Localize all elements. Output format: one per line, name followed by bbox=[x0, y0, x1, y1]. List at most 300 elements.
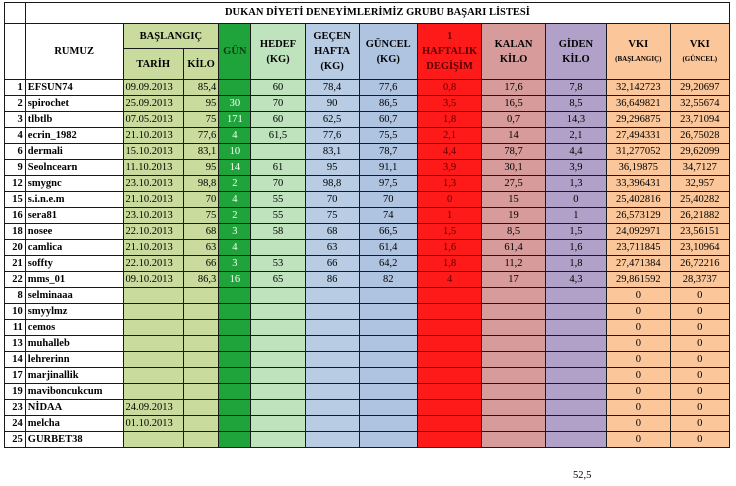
giden-kilo-cell[interactable]: 14,3 bbox=[545, 112, 606, 128]
vki-guncel-cell[interactable]: 25,40282 bbox=[670, 192, 729, 208]
tarih-cell[interactable]: 21.10.2013 bbox=[123, 240, 183, 256]
giden-kilo-cell[interactable]: 1,6 bbox=[545, 240, 606, 256]
rumuz-cell[interactable]: soffty bbox=[25, 256, 123, 272]
kalan-kilo-cell[interactable] bbox=[482, 416, 545, 432]
hedef-cell[interactable]: 60 bbox=[251, 80, 305, 96]
gecen-hafta-cell[interactable]: 86 bbox=[305, 272, 359, 288]
rumuz-cell[interactable]: selminaaa bbox=[25, 288, 123, 304]
gun-cell[interactable]: 14 bbox=[219, 160, 251, 176]
guncel-cell[interactable]: 60,7 bbox=[359, 112, 417, 128]
hedef-cell[interactable]: 70 bbox=[251, 176, 305, 192]
vki-baslangic-cell[interactable]: 25,402816 bbox=[607, 192, 670, 208]
tarih-cell[interactable] bbox=[123, 336, 183, 352]
vki-baslangic-cell[interactable]: 0 bbox=[607, 368, 670, 384]
row-number[interactable]: 9 bbox=[5, 160, 26, 176]
hedef-cell[interactable] bbox=[251, 304, 305, 320]
kalan-kilo-cell[interactable]: 14 bbox=[482, 128, 545, 144]
giden-kilo-cell[interactable] bbox=[545, 352, 606, 368]
row-number[interactable]: 21 bbox=[5, 256, 26, 272]
vki-baslangic-cell[interactable]: 0 bbox=[607, 320, 670, 336]
giden-kilo-cell[interactable]: 0 bbox=[545, 192, 606, 208]
kalan-kilo-cell[interactable] bbox=[482, 368, 545, 384]
gun-cell[interactable] bbox=[219, 432, 251, 448]
rumuz-cell[interactable]: ecrin_1982 bbox=[25, 128, 123, 144]
guncel-cell[interactable] bbox=[359, 400, 417, 416]
rumuz-cell[interactable]: tlbtlb bbox=[25, 112, 123, 128]
rumuz-cell[interactable]: nosee bbox=[25, 224, 123, 240]
giden-kilo-cell[interactable] bbox=[545, 400, 606, 416]
giden-kilo-cell[interactable]: 3,9 bbox=[545, 160, 606, 176]
kilo-cell[interactable]: 63 bbox=[183, 240, 218, 256]
vki-guncel-cell[interactable]: 0 bbox=[670, 320, 729, 336]
hedef-cell[interactable]: 60 bbox=[251, 112, 305, 128]
row-number[interactable]: 17 bbox=[5, 368, 26, 384]
vki-guncel-cell[interactable]: 0 bbox=[670, 416, 729, 432]
header-tarih[interactable]: TARİH bbox=[123, 49, 183, 80]
guncel-cell[interactable] bbox=[359, 352, 417, 368]
rumuz-cell[interactable]: spirochet bbox=[25, 96, 123, 112]
giden-kilo-cell[interactable]: 1 bbox=[545, 208, 606, 224]
kalan-kilo-cell[interactable]: 61,4 bbox=[482, 240, 545, 256]
haftalik-degisim-cell[interactable] bbox=[417, 320, 481, 336]
vki-baslangic-cell[interactable]: 26,573129 bbox=[607, 208, 670, 224]
tarih-cell[interactable]: 09.09.2013 bbox=[123, 80, 183, 96]
hedef-cell[interactable]: 53 bbox=[251, 256, 305, 272]
tarih-cell[interactable]: 23.10.2013 bbox=[123, 176, 183, 192]
kalan-kilo-cell[interactable]: 78,7 bbox=[482, 144, 545, 160]
gecen-hafta-cell[interactable] bbox=[305, 304, 359, 320]
row-number[interactable]: 24 bbox=[5, 416, 26, 432]
guncel-cell[interactable] bbox=[359, 304, 417, 320]
row-number[interactable]: 13 bbox=[5, 336, 26, 352]
header-giden-kilo[interactable] bbox=[545, 24, 606, 80]
gecen-hafta-cell[interactable] bbox=[305, 384, 359, 400]
rumuz-cell[interactable]: sera81 bbox=[25, 208, 123, 224]
giden-kilo-cell[interactable] bbox=[545, 416, 606, 432]
haftalik-degisim-cell[interactable]: 2,1 bbox=[417, 128, 481, 144]
tarih-cell[interactable] bbox=[123, 352, 183, 368]
rumuz-cell[interactable]: cemos bbox=[25, 320, 123, 336]
kilo-cell[interactable]: 66 bbox=[183, 256, 218, 272]
vki-baslangic-cell[interactable]: 0 bbox=[607, 352, 670, 368]
vki-baslangic-cell[interactable]: 0 bbox=[607, 416, 670, 432]
haftalik-degisim-cell[interactable] bbox=[417, 304, 481, 320]
hedef-cell[interactable]: 65 bbox=[251, 272, 305, 288]
row-number[interactable]: 12 bbox=[5, 176, 26, 192]
header-kilo[interactable]: KİLO bbox=[183, 49, 218, 80]
hedef-cell[interactable]: 61,5 bbox=[251, 128, 305, 144]
header-baslangic[interactable]: BAŞLANGIÇ bbox=[123, 24, 219, 49]
row-number[interactable]: 18 bbox=[5, 224, 26, 240]
gecen-hafta-cell[interactable] bbox=[305, 432, 359, 448]
kalan-kilo-cell[interactable]: 0,7 bbox=[482, 112, 545, 128]
hedef-cell[interactable] bbox=[251, 144, 305, 160]
gecen-hafta-cell[interactable] bbox=[305, 352, 359, 368]
giden-kilo-cell[interactable]: 4,4 bbox=[545, 144, 606, 160]
hedef-cell[interactable]: 61 bbox=[251, 160, 305, 176]
guncel-cell[interactable]: 70 bbox=[359, 192, 417, 208]
guncel-cell[interactable] bbox=[359, 320, 417, 336]
vki-baslangic-cell[interactable]: 36,649821 bbox=[607, 96, 670, 112]
gun-cell[interactable] bbox=[219, 368, 251, 384]
kalan-kilo-cell[interactable]: 17,6 bbox=[482, 80, 545, 96]
rumuz-cell[interactable]: muhalleb bbox=[25, 336, 123, 352]
haftalik-degisim-cell[interactable]: 1,8 bbox=[417, 112, 481, 128]
guncel-cell[interactable]: 97,5 bbox=[359, 176, 417, 192]
vki-baslangic-cell[interactable]: 32,142723 bbox=[607, 80, 670, 96]
sheet-title[interactable]: DUKAN DİYETİ DENEYİMLERİMİZ GRUBU BAŞARI LİSTESİ bbox=[25, 3, 729, 24]
guncel-cell[interactable] bbox=[359, 368, 417, 384]
row-number[interactable]: 25 bbox=[5, 432, 26, 448]
haftalik-degisim-cell[interactable] bbox=[417, 416, 481, 432]
guncel-cell[interactable]: 74 bbox=[359, 208, 417, 224]
kalan-kilo-cell[interactable]: 11,2 bbox=[482, 256, 545, 272]
guncel-cell[interactable]: 91,1 bbox=[359, 160, 417, 176]
gecen-hafta-cell[interactable] bbox=[305, 400, 359, 416]
hedef-cell[interactable] bbox=[251, 416, 305, 432]
header-gun[interactable]: GÜN bbox=[219, 24, 251, 80]
vki-baslangic-cell[interactable]: 29,296875 bbox=[607, 112, 670, 128]
gecen-hafta-cell[interactable]: 63 bbox=[305, 240, 359, 256]
vki-guncel-cell[interactable]: 26,72216 bbox=[670, 256, 729, 272]
gun-cell[interactable]: 3 bbox=[219, 224, 251, 240]
gun-cell[interactable]: 2 bbox=[219, 208, 251, 224]
row-number[interactable]: 1 bbox=[5, 80, 26, 96]
kilo-cell[interactable] bbox=[183, 384, 218, 400]
row-number[interactable]: 16 bbox=[5, 208, 26, 224]
gecen-hafta-cell[interactable]: 95 bbox=[305, 160, 359, 176]
tarih-cell[interactable]: 21.10.2013 bbox=[123, 128, 183, 144]
kalan-kilo-cell[interactable]: 27,5 bbox=[482, 176, 545, 192]
vki-baslangic-cell[interactable]: 27,471384 bbox=[607, 256, 670, 272]
guncel-cell[interactable]: 64,2 bbox=[359, 256, 417, 272]
gecen-hafta-cell[interactable] bbox=[305, 288, 359, 304]
row-number[interactable]: 4 bbox=[5, 128, 26, 144]
row-number[interactable]: 2 bbox=[5, 96, 26, 112]
gun-cell[interactable] bbox=[219, 416, 251, 432]
gecen-hafta-cell[interactable]: 83,1 bbox=[305, 144, 359, 160]
gun-cell[interactable] bbox=[219, 400, 251, 416]
gun-cell[interactable]: 4 bbox=[219, 192, 251, 208]
total-giden[interactable]: 52,5 bbox=[573, 470, 592, 481]
haftalik-degisim-cell[interactable] bbox=[417, 432, 481, 448]
kilo-cell[interactable]: 86,3 bbox=[183, 272, 218, 288]
kilo-cell[interactable]: 75 bbox=[183, 112, 218, 128]
rumuz-cell[interactable]: smygnc bbox=[25, 176, 123, 192]
gun-cell[interactable]: 171 bbox=[219, 112, 251, 128]
vki-baslangic-cell[interactable]: 0 bbox=[607, 288, 670, 304]
haftalik-degisim-cell[interactable] bbox=[417, 384, 481, 400]
gecen-hafta-cell[interactable]: 78,4 bbox=[305, 80, 359, 96]
tarih-cell[interactable] bbox=[123, 432, 183, 448]
haftalik-degisim-cell[interactable]: 4,4 bbox=[417, 144, 481, 160]
kalan-kilo-cell[interactable] bbox=[482, 384, 545, 400]
kalan-kilo-cell[interactable] bbox=[482, 400, 545, 416]
kilo-cell[interactable]: 95 bbox=[183, 96, 218, 112]
kilo-cell[interactable]: 98,8 bbox=[183, 176, 218, 192]
gun-cell[interactable]: 3 bbox=[219, 256, 251, 272]
tarih-cell[interactable]: 21.10.2013 bbox=[123, 192, 183, 208]
giden-kilo-cell[interactable] bbox=[545, 320, 606, 336]
rumuz-cell[interactable]: camlica bbox=[25, 240, 123, 256]
giden-kilo-cell[interactable]: 1,3 bbox=[545, 176, 606, 192]
vki-guncel-cell[interactable]: 32,55674 bbox=[670, 96, 729, 112]
gun-cell[interactable] bbox=[219, 384, 251, 400]
giden-kilo-cell[interactable] bbox=[545, 288, 606, 304]
header-kalan-kilo[interactable] bbox=[482, 24, 545, 80]
tarih-cell[interactable]: 09.10.2013 bbox=[123, 272, 183, 288]
tarih-cell[interactable] bbox=[123, 368, 183, 384]
haftalik-degisim-cell[interactable]: 3,5 bbox=[417, 96, 481, 112]
hedef-cell[interactable]: 70 bbox=[251, 96, 305, 112]
gun-cell[interactable]: 16 bbox=[219, 272, 251, 288]
kilo-cell[interactable]: 95 bbox=[183, 160, 218, 176]
tarih-cell[interactable] bbox=[123, 320, 183, 336]
guncel-cell[interactable]: 61,4 bbox=[359, 240, 417, 256]
gun-cell[interactable]: 4 bbox=[219, 128, 251, 144]
kilo-cell[interactable] bbox=[183, 368, 218, 384]
haftalik-degisim-cell[interactable]: 4 bbox=[417, 272, 481, 288]
kalan-kilo-cell[interactable] bbox=[482, 320, 545, 336]
giden-kilo-cell[interactable] bbox=[545, 368, 606, 384]
kalan-kilo-cell[interactable]: 30,1 bbox=[482, 160, 545, 176]
tarih-cell[interactable] bbox=[123, 304, 183, 320]
row-number[interactable]: 3 bbox=[5, 112, 26, 128]
giden-kilo-cell[interactable]: 2,1 bbox=[545, 128, 606, 144]
haftalik-degisim-cell[interactable]: 1,3 bbox=[417, 176, 481, 192]
haftalik-degisim-cell[interactable] bbox=[417, 352, 481, 368]
rumuz-cell[interactable]: marjinallik bbox=[25, 368, 123, 384]
vki-guncel-cell[interactable]: 0 bbox=[670, 288, 729, 304]
header-hedef[interactable] bbox=[251, 24, 305, 80]
vki-baslangic-cell[interactable]: 24,092971 bbox=[607, 224, 670, 240]
tarih-cell[interactable]: 23.10.2013 bbox=[123, 208, 183, 224]
hedef-cell[interactable] bbox=[251, 368, 305, 384]
vki-guncel-cell[interactable]: 0 bbox=[670, 336, 729, 352]
haftalik-degisim-cell[interactable] bbox=[417, 336, 481, 352]
tarih-cell[interactable]: 15.10.2013 bbox=[123, 144, 183, 160]
gecen-hafta-cell[interactable]: 98,8 bbox=[305, 176, 359, 192]
gecen-hafta-cell[interactable] bbox=[305, 416, 359, 432]
header-vki-guncel[interactable] bbox=[670, 24, 729, 80]
vki-guncel-cell[interactable]: 26,75028 bbox=[670, 128, 729, 144]
vki-baslangic-cell[interactable]: 23,711845 bbox=[607, 240, 670, 256]
vki-baslangic-cell[interactable]: 36,19875 bbox=[607, 160, 670, 176]
kalan-kilo-cell[interactable] bbox=[482, 352, 545, 368]
guncel-cell[interactable]: 82 bbox=[359, 272, 417, 288]
vki-guncel-cell[interactable]: 0 bbox=[670, 304, 729, 320]
kilo-cell[interactable] bbox=[183, 288, 218, 304]
gun-cell[interactable] bbox=[219, 336, 251, 352]
vki-baslangic-cell[interactable]: 0 bbox=[607, 400, 670, 416]
giden-kilo-cell[interactable] bbox=[545, 304, 606, 320]
haftalik-degisim-cell[interactable]: 0 bbox=[417, 192, 481, 208]
header-rumuz[interactable]: RUMUZ bbox=[25, 24, 123, 80]
haftalik-degisim-cell[interactable] bbox=[417, 368, 481, 384]
haftalik-degisim-cell[interactable] bbox=[417, 288, 481, 304]
header-blank[interactable] bbox=[5, 24, 26, 80]
vki-baslangic-cell[interactable]: 33,396431 bbox=[607, 176, 670, 192]
row-number[interactable]: 22 bbox=[5, 272, 26, 288]
rumuz-cell[interactable]: dermali bbox=[25, 144, 123, 160]
guncel-cell[interactable]: 66,5 bbox=[359, 224, 417, 240]
gun-cell[interactable]: 10 bbox=[219, 144, 251, 160]
rumuz-cell[interactable]: smyylmz bbox=[25, 304, 123, 320]
vki-baslangic-cell[interactable]: 0 bbox=[607, 336, 670, 352]
vki-baslangic-cell[interactable]: 29,861592 bbox=[607, 272, 670, 288]
tarih-cell[interactable]: 25.09.2013 bbox=[123, 96, 183, 112]
hedef-cell[interactable]: 55 bbox=[251, 192, 305, 208]
hedef-cell[interactable] bbox=[251, 432, 305, 448]
tarih-cell[interactable]: 07.05.2013 bbox=[123, 112, 183, 128]
kalan-kilo-cell[interactable]: 19 bbox=[482, 208, 545, 224]
kilo-cell[interactable]: 83,1 bbox=[183, 144, 218, 160]
rumuz-cell[interactable]: maviboncukcum bbox=[25, 384, 123, 400]
kilo-cell[interactable]: 70 bbox=[183, 192, 218, 208]
giden-kilo-cell[interactable]: 1,5 bbox=[545, 224, 606, 240]
gecen-hafta-cell[interactable]: 66 bbox=[305, 256, 359, 272]
haftalik-degisim-cell[interactable]: 3,9 bbox=[417, 160, 481, 176]
guncel-cell[interactable]: 75,5 bbox=[359, 128, 417, 144]
tarih-cell[interactable]: 11.10.2013 bbox=[123, 160, 183, 176]
guncel-cell[interactable]: 86,5 bbox=[359, 96, 417, 112]
rumuz-cell[interactable]: NİDAA bbox=[25, 400, 123, 416]
giden-kilo-cell[interactable] bbox=[545, 336, 606, 352]
hedef-cell[interactable]: 58 bbox=[251, 224, 305, 240]
hedef-cell[interactable] bbox=[251, 400, 305, 416]
row-number[interactable]: 20 bbox=[5, 240, 26, 256]
vki-guncel-cell[interactable]: 23,56151 bbox=[670, 224, 729, 240]
rumuz-cell[interactable]: lehrerinn bbox=[25, 352, 123, 368]
kilo-cell[interactable]: 75 bbox=[183, 208, 218, 224]
gecen-hafta-cell[interactable]: 68 bbox=[305, 224, 359, 240]
hedef-cell[interactable] bbox=[251, 320, 305, 336]
vki-guncel-cell[interactable]: 28,3737 bbox=[670, 272, 729, 288]
rumuz-cell[interactable]: GURBET38 bbox=[25, 432, 123, 448]
giden-kilo-cell[interactable]: 7,8 bbox=[545, 80, 606, 96]
guncel-cell[interactable] bbox=[359, 288, 417, 304]
vki-baslangic-cell[interactable]: 27,494331 bbox=[607, 128, 670, 144]
kilo-cell[interactable] bbox=[183, 432, 218, 448]
hedef-cell[interactable] bbox=[251, 352, 305, 368]
row-number[interactable]: 19 bbox=[5, 384, 26, 400]
vki-baslangic-cell[interactable]: 0 bbox=[607, 384, 670, 400]
row-number[interactable]: 6 bbox=[5, 144, 26, 160]
guncel-cell[interactable]: 77,6 bbox=[359, 80, 417, 96]
guncel-cell[interactable] bbox=[359, 416, 417, 432]
kilo-cell[interactable]: 85,4 bbox=[183, 80, 218, 96]
guncel-cell[interactable] bbox=[359, 432, 417, 448]
tarih-cell[interactable]: 22.10.2013 bbox=[123, 256, 183, 272]
rumuz-cell[interactable]: EFSUN74 bbox=[25, 80, 123, 96]
rumuz-cell[interactable]: s.i.n.e.m bbox=[25, 192, 123, 208]
giden-kilo-cell[interactable] bbox=[545, 432, 606, 448]
vki-guncel-cell[interactable]: 0 bbox=[670, 352, 729, 368]
vki-baslangic-cell[interactable]: 0 bbox=[607, 304, 670, 320]
gecen-hafta-cell[interactable]: 77,6 bbox=[305, 128, 359, 144]
rumuz-cell[interactable]: Seolncearn bbox=[25, 160, 123, 176]
hedef-cell[interactable] bbox=[251, 336, 305, 352]
giden-kilo-cell[interactable]: 8,5 bbox=[545, 96, 606, 112]
gun-cell[interactable]: 4 bbox=[219, 240, 251, 256]
vki-guncel-cell[interactable]: 32,957 bbox=[670, 176, 729, 192]
kilo-cell[interactable]: 68 bbox=[183, 224, 218, 240]
kalan-kilo-cell[interactable]: 16,5 bbox=[482, 96, 545, 112]
gecen-hafta-cell[interactable] bbox=[305, 336, 359, 352]
tarih-cell[interactable] bbox=[123, 288, 183, 304]
haftalik-degisim-cell[interactable]: 1,8 bbox=[417, 256, 481, 272]
rumuz-cell[interactable]: melcha bbox=[25, 416, 123, 432]
haftalik-degisim-cell[interactable]: 1 bbox=[417, 208, 481, 224]
giden-kilo-cell[interactable]: 1,8 bbox=[545, 256, 606, 272]
row-number[interactable]: 14 bbox=[5, 352, 26, 368]
hedef-cell[interactable] bbox=[251, 288, 305, 304]
gecen-hafta-cell[interactable]: 62,5 bbox=[305, 112, 359, 128]
vki-guncel-cell[interactable]: 23,71094 bbox=[670, 112, 729, 128]
haftalik-degisim-cell[interactable]: 0,8 bbox=[417, 80, 481, 96]
gecen-hafta-cell[interactable] bbox=[305, 320, 359, 336]
kilo-cell[interactable] bbox=[183, 400, 218, 416]
kilo-cell[interactable] bbox=[183, 320, 218, 336]
header-gecen-hafta[interactable] bbox=[305, 24, 359, 80]
tarih-cell[interactable]: 01.10.2013 bbox=[123, 416, 183, 432]
tarih-cell[interactable] bbox=[123, 384, 183, 400]
row-number[interactable]: 23 bbox=[5, 400, 26, 416]
gun-cell[interactable]: 2 bbox=[219, 176, 251, 192]
row-number[interactable]: 15 bbox=[5, 192, 26, 208]
kalan-kilo-cell[interactable] bbox=[482, 336, 545, 352]
guncel-cell[interactable] bbox=[359, 384, 417, 400]
vki-guncel-cell[interactable]: 34,7127 bbox=[670, 160, 729, 176]
gecen-hafta-cell[interactable]: 70 bbox=[305, 192, 359, 208]
kilo-cell[interactable]: 77,6 bbox=[183, 128, 218, 144]
vki-guncel-cell[interactable]: 26,21882 bbox=[670, 208, 729, 224]
row-number[interactable]: 10 bbox=[5, 304, 26, 320]
kalan-kilo-cell[interactable]: 8,5 bbox=[482, 224, 545, 240]
vki-guncel-cell[interactable]: 0 bbox=[670, 368, 729, 384]
kalan-kilo-cell[interactable]: 17 bbox=[482, 272, 545, 288]
gecen-hafta-cell[interactable] bbox=[305, 368, 359, 384]
vki-guncel-cell[interactable]: 29,20697 bbox=[670, 80, 729, 96]
kalan-kilo-cell[interactable] bbox=[482, 288, 545, 304]
hedef-cell[interactable] bbox=[251, 240, 305, 256]
vki-guncel-cell[interactable]: 0 bbox=[670, 400, 729, 416]
giden-kilo-cell[interactable] bbox=[545, 384, 606, 400]
giden-kilo-cell[interactable]: 4,3 bbox=[545, 272, 606, 288]
tarih-cell[interactable]: 22.10.2013 bbox=[123, 224, 183, 240]
kilo-cell[interactable] bbox=[183, 304, 218, 320]
header-haftalik[interactable] bbox=[417, 24, 481, 80]
gun-cell[interactable] bbox=[219, 80, 251, 96]
haftalik-degisim-cell[interactable]: 1,6 bbox=[417, 240, 481, 256]
kalan-kilo-cell[interactable] bbox=[482, 304, 545, 320]
kalan-kilo-cell[interactable] bbox=[482, 432, 545, 448]
haftalik-degisim-cell[interactable]: 1,5 bbox=[417, 224, 481, 240]
gun-cell[interactable] bbox=[219, 352, 251, 368]
kilo-cell[interactable] bbox=[183, 416, 218, 432]
vki-baslangic-cell[interactable]: 31,277052 bbox=[607, 144, 670, 160]
guncel-cell[interactable]: 78,7 bbox=[359, 144, 417, 160]
haftalik-degisim-cell[interactable] bbox=[417, 400, 481, 416]
header-vki-baslangic[interactable] bbox=[607, 24, 670, 80]
kilo-cell[interactable] bbox=[183, 336, 218, 352]
header-guncel[interactable] bbox=[359, 24, 417, 80]
gecen-hafta-cell[interactable]: 75 bbox=[305, 208, 359, 224]
hedef-cell[interactable]: 55 bbox=[251, 208, 305, 224]
vki-guncel-cell[interactable]: 23,10964 bbox=[670, 240, 729, 256]
tarih-cell[interactable]: 24.09.2013 bbox=[123, 400, 183, 416]
vki-guncel-cell[interactable]: 0 bbox=[670, 384, 729, 400]
